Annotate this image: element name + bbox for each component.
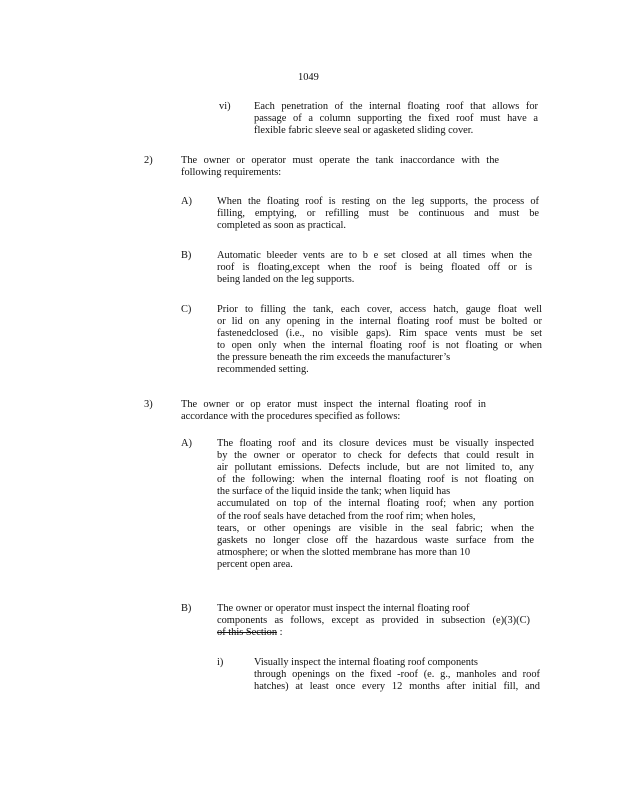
item-label-2C: C) [181,304,192,315]
item-2B-text [217,250,532,286]
text-line: Prior to filling the tank, each cover, access hatch, gauge float well [217,304,542,315]
text-line: being landed on the leg supports. [217,274,355,286]
item-3A-text [217,438,534,571]
text-line: hatches) at least once every 12 months after initial fill, and [254,681,540,693]
text-line: through openings on the fixed -roof (e. g., manholes and roof [254,669,540,681]
text-line: The owner or operator must operate the tank inaccordance with the [181,155,499,166]
page-number: 1049 [298,72,319,83]
text-line: recommended setting. [217,364,309,376]
text-line: accumulated on top of the internal floating roof; when any portion [217,498,534,510]
text-line: of the roof seals have detached from the roof rim; when holes, [217,510,476,522]
text-line: tears, or other openings are visible in the seal fabric; when the [217,522,534,534]
text-line-struck [217,627,530,639]
item-label-2A: A) [181,196,192,207]
struck-text: of this Section [217,627,278,639]
text-line: accordance with the procedures specified as follows: [181,411,401,423]
item-3B-text [217,603,530,639]
item-label-3B: B) [181,603,192,614]
text-line: the surface of the liquid inside the tank; when liquid has [217,486,451,498]
item-label-vi: vi) [219,101,231,112]
item-vi-text [254,101,538,137]
text-line: completed as soon as practical. [217,220,346,232]
item-2-text [181,155,499,179]
text-line: air pollutant emissions. Defects include, but are not limited to, any [217,462,534,474]
item-label-3Bi: i) [217,657,224,668]
text-line: roof is floating,except when the roof is being floated off or is [217,262,532,274]
text-line: The floating roof and its closure devices must be visually inspected [217,438,534,449]
item-3-text [181,399,486,423]
struck-suffix: : [277,627,283,639]
text-line: or lid on any opening in the internal floating roof must be bolted or [217,316,542,328]
text-line: following requirements: [181,167,282,179]
item-label-3A: A) [181,438,192,449]
text-line: atmosphere; or when the slotted membrane has more than 10 [217,546,471,558]
item-3Bi-text [254,657,540,693]
text-line: percent open area. [217,558,293,570]
text-line: the pressure beneath the rim exceeds the manufacturer’s [217,352,451,364]
item-2C-text [217,304,542,377]
item-label-2: 2) [144,155,153,166]
text-line: to open only when the internal floating roof is not floating or when [217,340,542,352]
text-line: passage of a column supporting the fixed roof must have a [254,113,538,125]
text-line: components as follows, except as provided in subsection (e)(3)(C) [217,615,530,627]
item-2A-text [217,196,539,232]
item-label-3: 3) [144,399,153,410]
text-line: The owner or operator must inspect the internal floating roof [217,603,470,614]
item-label-2B: B) [181,250,192,261]
text-line: gaskets no longer close off the hazardous waste surface from the [217,534,534,546]
text-line: filling, emptying, or refilling must be continuous and must be [217,208,539,220]
text-line: The owner or op erator must inspect the internal floating roof in [181,399,486,410]
text-line: flexible fabric sleeve seal or agasketed sliding cover. [254,125,474,137]
text-line: fastenedclosed (i.e., no visible gaps). Rim space vents must be set [217,328,542,340]
text-line: of the following: when the internal floating roof is not floating on [217,474,534,486]
text-line: by the owner or operator to check for defects that could result in [217,450,534,462]
text-line: When the floating roof is resting on the leg supports, the process of [217,196,539,207]
text-line: Automatic bleeder vents are to b e set closed at all times when the [217,250,532,261]
text-line: Visually inspect the internal floating roof components [254,657,478,668]
text-line: Each penetration of the internal floating roof that allows for [254,101,538,112]
